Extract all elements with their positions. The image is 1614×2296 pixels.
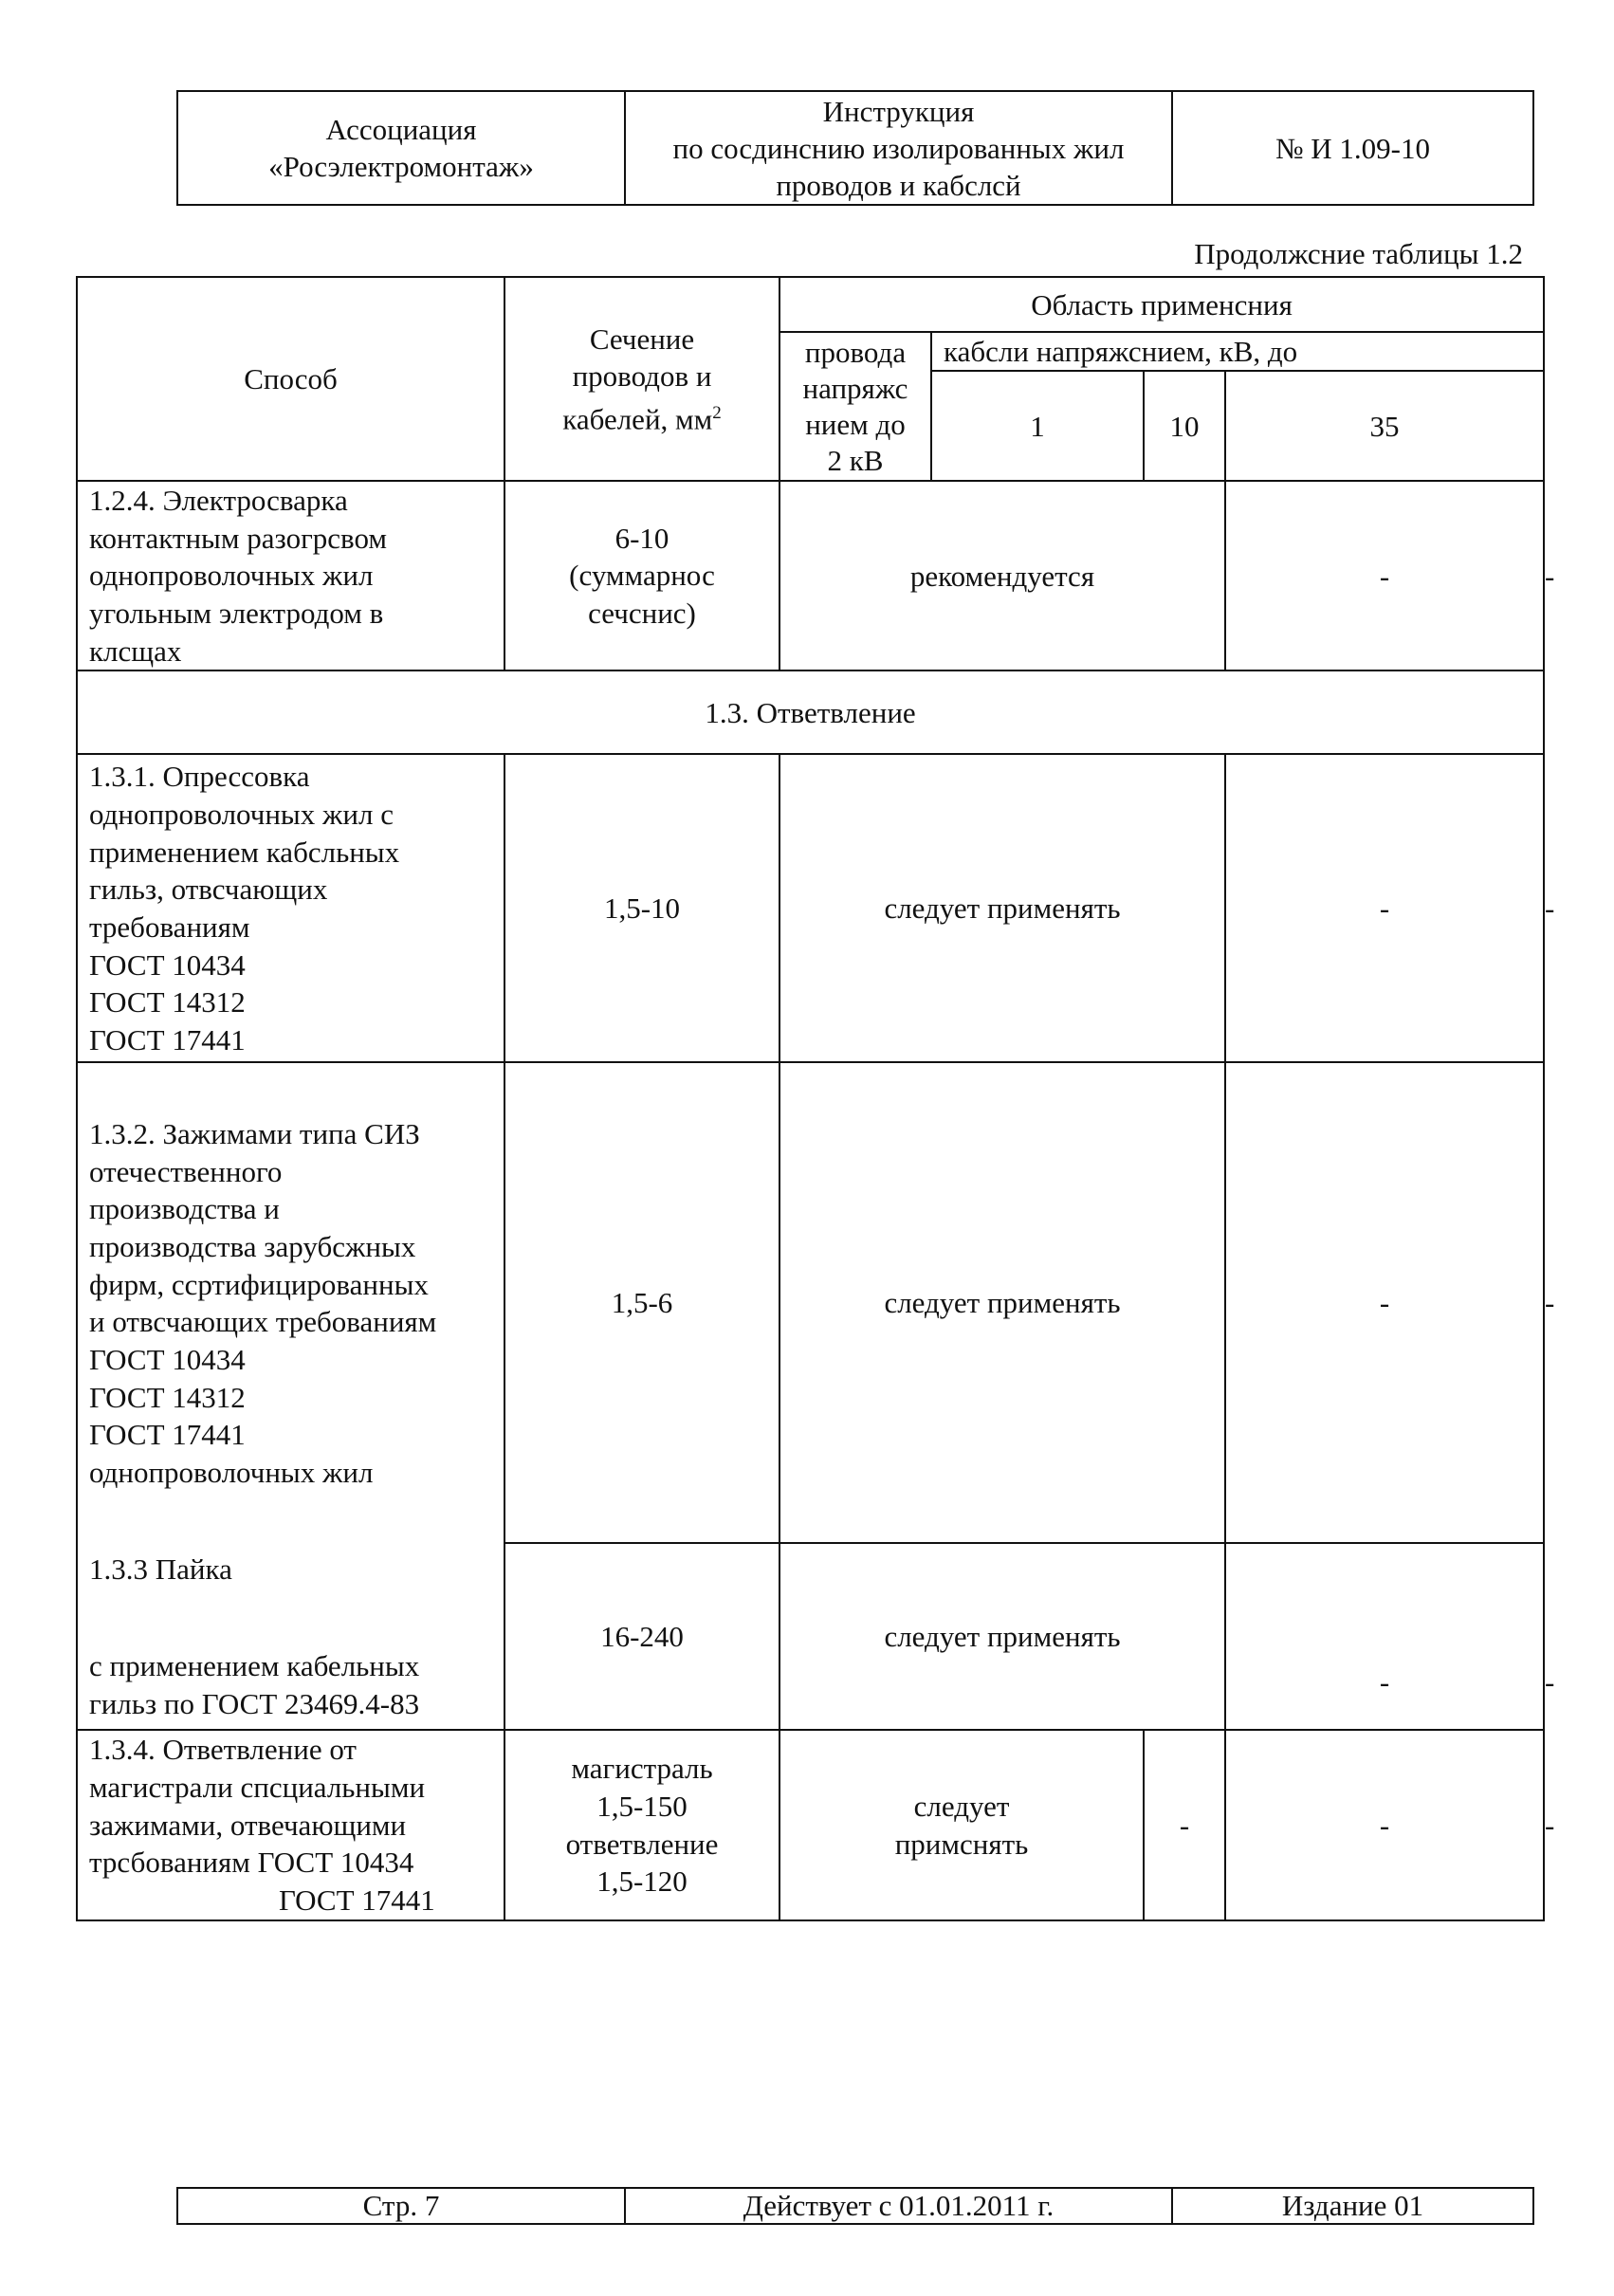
method-line: клсщах <box>89 634 182 668</box>
doc-title-line-2: по сосдинснию изолированных жил <box>672 131 1125 165</box>
method-line: 1.3.1. Опрессовка <box>89 760 310 794</box>
table-row: 1.3.4. Ответвление от магистрали спсциальными зажимами, отвечающими трсбованиям ГОСТ 10434 ГОСТ 17441 магистраль 1,5-150 ответвление 1,5-120 следует примснять - - - <box>77 1730 1544 1919</box>
row-132-10kv: - <box>1225 1062 1544 1543</box>
method-line: гильз, отвсчающих <box>89 872 328 907</box>
section-header-line-2: проводов и <box>572 358 712 393</box>
method-line: ГОСТ 14312 <box>89 985 246 1019</box>
row-134-1kv: - <box>1144 1730 1225 1919</box>
row-131-10kv: - <box>1225 754 1544 1062</box>
col-header-area: Область применсния <box>779 277 1544 332</box>
section-header-unit: кабелей, мм <box>562 402 713 436</box>
method-line: трсбованиям ГОСТ 10434 <box>89 1846 414 1880</box>
row-131-method <box>77 754 504 1062</box>
method-line: с применением кабельных <box>89 1649 420 1683</box>
method-line: зажимами, отвечающими <box>89 1808 407 1842</box>
row-132-status: следует применять <box>779 1062 1225 1543</box>
method-line: требованиям <box>89 909 250 944</box>
wires-header-line-2: напряжс <box>802 371 908 405</box>
footer-valid-from: Действует с 01.01.2011 г. <box>625 2188 1172 2224</box>
table-row: 1.3.3 Пайка с применением кабельных гильз по ГОСТ 23469.4-83 16-240 следует применять - - <box>77 1543 1544 1730</box>
row-134-method <box>77 1730 504 1919</box>
method-line: угольным электродом в <box>89 597 384 631</box>
wires-header-line-4: 2 кВ <box>827 443 884 477</box>
row-124-method <box>77 481 504 670</box>
row-134-10kv: - <box>1225 1730 1544 1919</box>
row-133-status: следует применять <box>779 1543 1225 1730</box>
section-line: 6-10 <box>614 521 669 555</box>
section-header-line-1: Сечение <box>589 321 695 356</box>
section-header-line-3 <box>505 395 779 437</box>
col-header-10kv: 10 <box>1144 371 1225 481</box>
method-line: отечественного <box>89 1154 283 1188</box>
table-head-row-1 <box>77 277 1544 332</box>
table-row: 1.3.2. Зажимами типа СИЗ отечественного производства и производства зарубсжных фирм, ссртифицированных и отвсчающих требованиям ГОСТ 10434 ГОСТ 14312 ГОСТ 17441 однопроволочных жил 1,5-6 следует применять - - <box>77 1062 1544 1543</box>
col-header-cables: кабсли напряжснием, кВ, до <box>931 332 1544 371</box>
section-header-sup: 2 <box>712 402 722 423</box>
wires-header-line-1: провода <box>804 335 907 369</box>
document-footer <box>176 2187 1534 2225</box>
method-line: ГОСТ 17441 <box>89 1418 246 1452</box>
section-line: 1,5-120 <box>596 1864 688 1899</box>
status-line: примснять <box>894 1827 1029 1861</box>
org-line-1: Ассоциация <box>325 113 477 146</box>
table-row: 1.2.4. Электросварка контактным разогрсвом однопроволочных жил угольным электродом в клсщах 6-10 (суммарнос сечснис) рекомендуется - - <box>77 481 1544 670</box>
footer-page: Стр. 7 <box>177 2188 625 2224</box>
col-header-method: Способ <box>77 277 504 481</box>
method-line: и отвсчающих требованиям <box>89 1305 437 1339</box>
org-line-2: «Росэлектромонтаж» <box>268 150 534 183</box>
method-line: магистрали спсциальными <box>89 1771 426 1805</box>
row-133-10kv: - <box>1225 1543 1544 1730</box>
group-title: 1.3. Ответвление <box>77 670 1544 754</box>
col-header-35kv: 35 <box>1225 371 1544 481</box>
row-134-section <box>504 1730 779 1919</box>
row-133-title: 1.3.3 Пайка <box>89 1552 232 1587</box>
method-line: однопроволочных жил с <box>89 797 394 831</box>
header-title <box>625 91 1172 205</box>
method-line: ГОСТ 17441 <box>279 1883 435 1918</box>
row-124-10kv: - <box>1225 481 1544 670</box>
method-line: ГОСТ 17441 <box>89 1022 246 1056</box>
method-line: контактным разогрсвом <box>89 521 387 555</box>
method-line: ГОСТ 10434 <box>89 1343 246 1377</box>
row-132-method <box>77 1062 504 1543</box>
section-line: 1,5-150 <box>596 1789 688 1823</box>
group-title-row <box>77 670 1544 754</box>
col-header-1kv: 1 <box>931 371 1144 481</box>
method-line: применением кабсльных <box>89 835 400 869</box>
method-line: гильз по ГОСТ 23469.4-83 <box>89 1686 420 1720</box>
row-132-section: 1,5-6 <box>504 1062 779 1543</box>
row-124-section <box>504 481 779 670</box>
row-133-section: 16-240 <box>504 1543 779 1730</box>
section-line: ответвление <box>565 1827 719 1861</box>
row-124-status: рекомендуется <box>779 481 1225 670</box>
section-line: магистраль <box>571 1752 713 1786</box>
section-line: сечснис) <box>588 597 696 631</box>
col-header-wires <box>779 332 931 481</box>
doc-title-line-1: Инструкция <box>822 94 975 128</box>
row-134-status <box>779 1730 1144 1919</box>
method-line: производства зарубсжных <box>89 1230 416 1264</box>
section-line: (суммарнос <box>569 559 715 593</box>
row-131-section: 1,5-10 <box>504 754 779 1062</box>
doc-title-line-3: проводов и кабслсй <box>776 168 1021 202</box>
method-line: производства и <box>89 1192 280 1226</box>
method-line: однопроволочных жил <box>89 1456 374 1490</box>
method-line: ГОСТ 14312 <box>89 1380 246 1414</box>
method-line: 1.3.4. Ответвление от <box>89 1733 357 1767</box>
method-line: ГОСТ 10434 <box>89 947 246 982</box>
row-133-method <box>77 1543 504 1730</box>
method-line: 1.3.2. Зажимами типа СИЗ <box>89 1117 420 1150</box>
footer-edition: Издание 01 <box>1172 2188 1533 2224</box>
header-organization <box>177 91 625 205</box>
row-131-status: следует применять <box>779 754 1225 1062</box>
table-caption: Продолжсние таблицы 1.2 <box>1194 237 1523 270</box>
method-line: фирм, ссртифицированных <box>89 1267 429 1301</box>
col-header-section <box>504 277 779 481</box>
method-line: однопроволочных жил <box>89 559 374 593</box>
wires-header-line-3: нием до <box>805 407 906 441</box>
header-doc-number: № И 1.09-10 <box>1172 91 1533 205</box>
document-header <box>176 90 1534 206</box>
method-line: 1.2.4. Электросварка <box>89 484 348 517</box>
status-line: следует <box>913 1789 1010 1823</box>
table-row: 1.3.1. Опрессовка однопроволочных жил с применением кабсльных гильз, отвсчающих требованиям ГОСТ 10434 ГОСТ 14312 ГОСТ 17441 1,5-10 следует применять - - <box>77 754 1544 1062</box>
methods-table <box>76 276 1555 1921</box>
